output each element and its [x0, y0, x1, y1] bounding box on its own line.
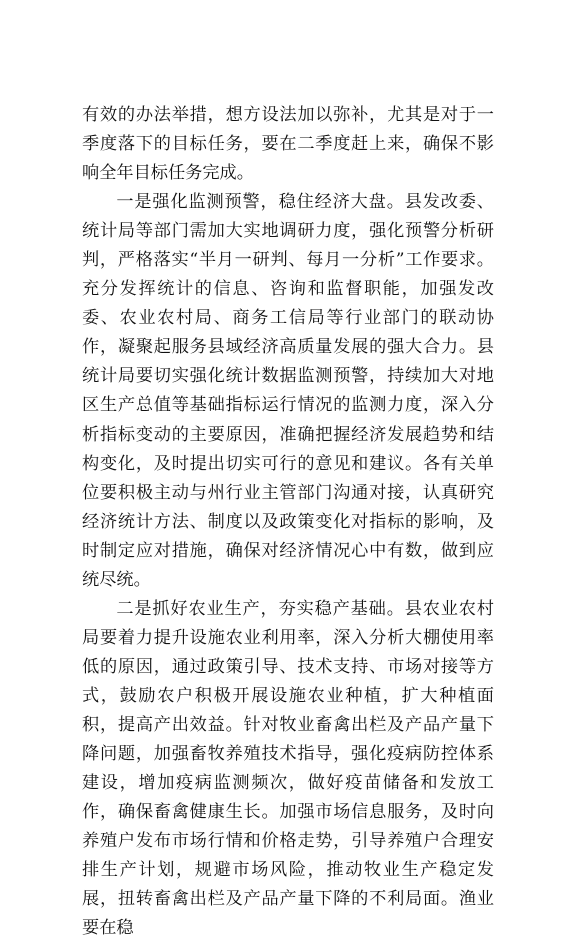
- paragraph-agricultural-production: 二是抓好农业生产，夯实稳产基础。县农业农村局要着力提升设施农业利用率，深入分析大棚使用率低的原因，通过政策引导、技术支持、市场对接等方式，鼓励农户积极开展设施农业种植，扩大种植面积，提高产出效益。针对牧业畜禽出栏及产品产量下降问题，加强畜牧养殖技术指导，强化疫病防控体系建设，增加疫病监测频次，做好疫苗储备和发放工作，确保畜禽健康生长。加强市场信息服务，及时向养殖户发布市场行情和价格走势，引导养殖户合理安排生产计划，规避市场风险，推动牧业生产稳定发展，扭转畜禽出栏及产品产量下降的不利局面。渔业要在稳: [82, 598, 494, 939]
- document-body: [82, 101, 494, 943]
- paragraph-monitoring-warning: 一是强化监测预警，稳住经济大盘。县发改委、统计局等部门需加大实地调研力度，强化预警分析研判，严格落实“半月一研判、每月一分析”工作要求。充分发挥统计的信息、咨询和监督职能，加强发改委、农业农村局、商务工信局等行业部门的联动协作，凝聚起服务县域经济高质量发展的强大合力。县统计局要切实强化统计数据监测预警，持续加大对地区生产总值等基础指标运行情况的监测力度，深入分析指标变动的主要原因，准确把握经济发展趋势和结构变化，及时提出切实可行的意见和建议。各有关单位要积极主动与州行业主管部门沟通对接，认真研究经济统计方法、制度以及政策变化对指标的影响，及时制定应对措施，确保对经济情况心中有数，做到应统尽统。: [82, 192, 494, 590]
- paragraph-intro-continuation: 有效的办法举措，想方设法加以弥补，尤其是对于一季度落下的目标任务，要在二季度赶上来，确保不影响全年目标任务完成。: [82, 105, 494, 184]
